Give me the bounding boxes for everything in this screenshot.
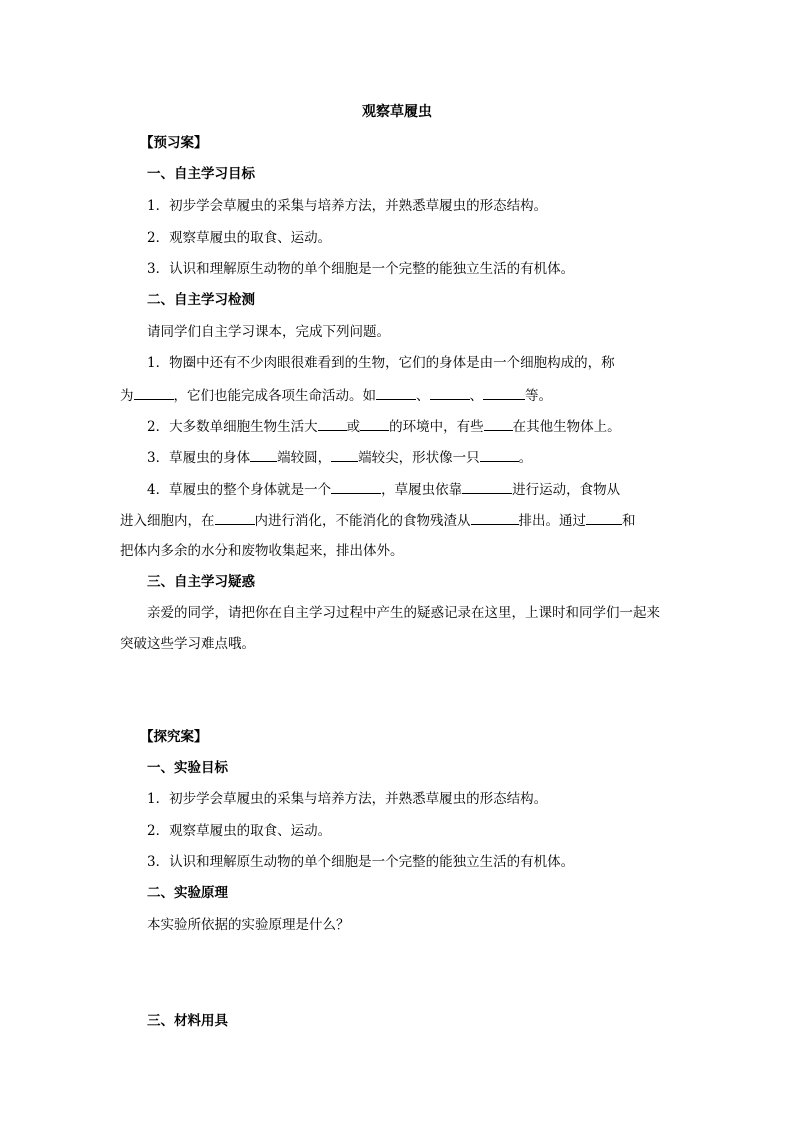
answer-blank[interactable] bbox=[318, 416, 347, 431]
answer-blank[interactable] bbox=[134, 385, 174, 400]
answer-blank[interactable] bbox=[215, 510, 255, 525]
preview-goal-item: 3．认识和理解原生动物的单个细胞是一个完整的能独立生活的有机体。 bbox=[147, 261, 575, 277]
answer-blank[interactable] bbox=[484, 416, 513, 431]
question-4-line: 4．草履虫的整个身体就是一个 ，草履虫依靠 进行运动，食物从 bbox=[147, 479, 620, 499]
preview-goals-heading: 一、自主学习目标 bbox=[147, 166, 255, 182]
doubt-paragraph-line: 突破这些学习难点哦。 bbox=[120, 636, 255, 652]
doubt-paragraph-line: 亲爱的同学，请把你在自主学习过程中产生的疑惑记录在这里，上课时和同学们一起来 bbox=[147, 605, 660, 621]
explore-goal-item: 1．初步学会草履虫的采集与培养方法，并熟悉草履虫的形态结构。 bbox=[147, 791, 548, 807]
preview-section-header: 【预习案】 bbox=[140, 135, 208, 151]
explore-principle-heading: 二、实验原理 bbox=[147, 885, 228, 901]
answer-blank[interactable] bbox=[483, 385, 525, 400]
page-title: 观察草履虫 bbox=[362, 104, 432, 120]
preview-check-heading: 二、自主学习检测 bbox=[147, 292, 255, 308]
answer-blank[interactable] bbox=[250, 447, 277, 462]
explore-materials-heading: 三、材料用具 bbox=[147, 1013, 228, 1029]
question-4-end: 把体内多余的水分和废物收集起来，排出体外。 bbox=[120, 543, 404, 559]
question-1-continuation: 为 ，它们也能完成各项生命活动。如 、 、 等。 bbox=[120, 385, 552, 405]
preview-check-intro: 请同学们自主学习课本，完成下列问题。 bbox=[147, 324, 390, 340]
answer-blank[interactable] bbox=[430, 385, 470, 400]
answer-blank[interactable] bbox=[462, 479, 512, 494]
preview-doubt-heading: 三、自主学习疑惑 bbox=[147, 574, 255, 590]
preview-goal-item: 2．观察草履虫的取食、运动。 bbox=[147, 230, 332, 246]
question-2-line: 2．大多数单细胞生物生活大 或 的环境中，有些 在其他生物体上。 bbox=[147, 416, 621, 436]
answer-blank[interactable] bbox=[480, 447, 519, 462]
explore-principle-question: 本实验所依据的实验原理是什么？ bbox=[147, 917, 350, 933]
answer-blank[interactable] bbox=[331, 479, 381, 494]
explore-goal-item: 3．认识和理解原生动物的单个细胞是一个完整的能独立生活的有机体。 bbox=[147, 854, 575, 870]
question-3-line: 3．草履虫的身体 端较圆， 端较尖，形状像一只 。 bbox=[147, 447, 532, 467]
answer-blank[interactable] bbox=[586, 510, 622, 525]
answer-blank[interactable] bbox=[376, 385, 416, 400]
question-1-line: 1．物圈中还有不少肉眼很难看到的生物，它们的身体是由一个细胞构成的，称 bbox=[147, 355, 615, 371]
question-4-continuation: 进入细胞内，在 内进行消化，不能消化的食物残渣从 排出。通过 和 bbox=[120, 510, 636, 530]
explore-goal-item: 2．观察草履虫的取食、运动。 bbox=[147, 823, 332, 839]
explore-goals-heading: 一、实验目标 bbox=[147, 760, 228, 776]
answer-blank[interactable] bbox=[471, 510, 519, 525]
answer-blank[interactable] bbox=[331, 447, 358, 462]
explore-section-header: 【探究案】 bbox=[140, 729, 208, 745]
preview-goal-item: 1．初步学会草履虫的采集与培养方法，并熟悉草履虫的形态结构。 bbox=[147, 198, 548, 214]
answer-blank[interactable] bbox=[360, 416, 389, 431]
